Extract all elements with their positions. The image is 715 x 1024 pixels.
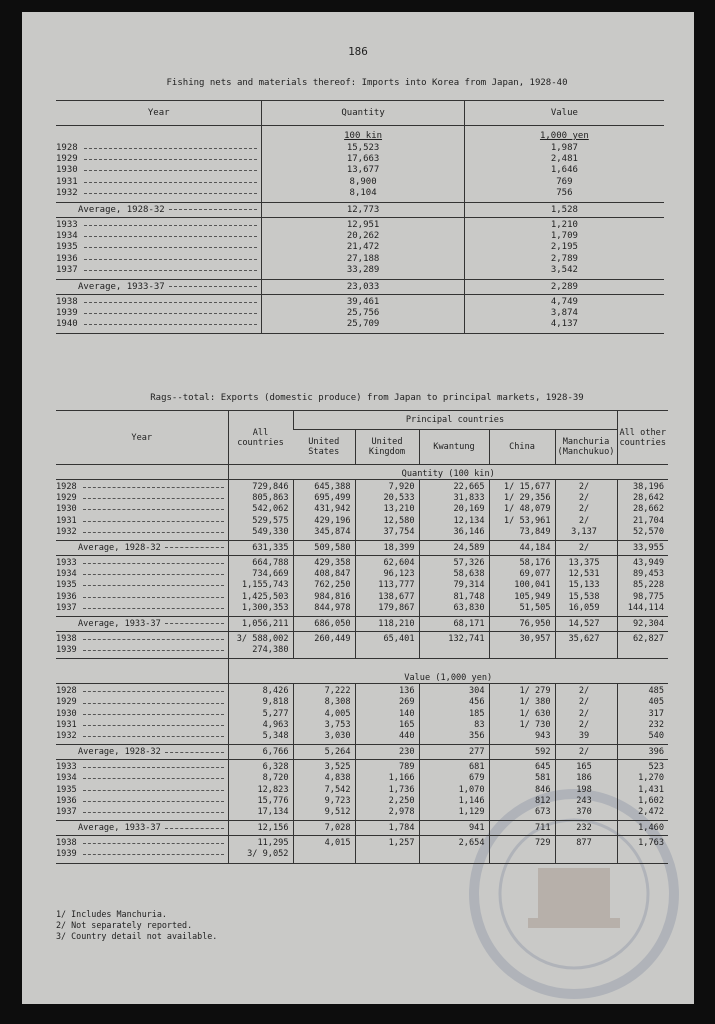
t1-value-cell: 1,646: [550, 165, 578, 176]
t2-cell-us: 645,388: [314, 482, 351, 492]
t2-average-china: 44,184: [489, 540, 555, 555]
t2-cell-kw: 63,830: [453, 602, 485, 613]
t2-cell-us: 3,030: [324, 731, 351, 741]
t2-year: 1932: [56, 731, 77, 741]
t2-cell-kw: 356: [468, 731, 485, 741]
t2-cell-us: 4,838: [324, 773, 351, 784]
t1-quantity-cell: 21,472: [346, 242, 380, 253]
t2-cell-us: 4,005: [324, 708, 351, 719]
t2-cell-kw: 57,326: [453, 557, 485, 568]
t2-cell-man: 2/: [578, 719, 590, 730]
t2-cell-us: 431,942: [314, 504, 351, 515]
t2-cell-us: 260,449: [314, 633, 351, 644]
t2-cell-all: 1,425,503: [241, 591, 289, 602]
t2-cell-uk: 12,580: [383, 515, 415, 526]
t2-cell-china: 581: [534, 773, 551, 784]
t2-cell-kw: 58,638: [453, 569, 485, 580]
t2-cell-china: 846: [534, 784, 551, 795]
t2-cell-man: 2/: [578, 686, 590, 697]
t2-cell-china: 1/ 730: [519, 719, 551, 730]
t2-cell-other: 43,949: [632, 557, 664, 568]
t2-cell-uk: 65,401: [383, 633, 415, 644]
t2-cell-all: 3/ 9,052: [247, 849, 289, 860]
t2-cell-china: 30,957: [519, 633, 551, 644]
t1-quantity-cell: 17,663: [346, 154, 380, 165]
t2-cell-kw: 79,314: [453, 580, 485, 591]
t2-cell-china: 812: [534, 795, 551, 806]
footnote: 1/ Includes Manchuria.: [56, 909, 167, 919]
t2-average-all: 12,156: [228, 821, 293, 836]
t2-cell-china: 1/ 29,356: [503, 493, 551, 504]
t2-cell-uk: 138,677: [378, 591, 415, 602]
t2-cell-china: 73,849: [519, 526, 551, 537]
t1-value-cell: 2,481: [550, 154, 578, 165]
t1-value-cell: 1,987: [550, 143, 578, 153]
t2-average-label: Average, 1933-37: [78, 618, 161, 629]
t2-cell-man: 243: [576, 795, 592, 806]
t1-quantity-cell: 25,756: [346, 308, 380, 319]
t2-cell-all: 12,823: [257, 784, 289, 795]
t2-average-us: 509,580: [293, 540, 355, 555]
t2-cell-man: 13,375: [568, 557, 600, 568]
page-number: 186: [348, 45, 368, 58]
t2-cell-uk: 96,123: [383, 569, 415, 580]
t2-cell-man: 2/: [578, 697, 590, 708]
t2-cell-man: 16,059: [568, 602, 600, 613]
t2-cell-uk: 440: [398, 731, 415, 741]
rags-exports-table: [56, 410, 668, 864]
t2-cell-all: 542,062: [252, 504, 289, 515]
t2-quantity-section: Quantity (100 kin): [228, 465, 668, 480]
t2-cell-other: 2,472: [638, 806, 664, 817]
t2-average-china: 592: [489, 745, 555, 760]
t2-cell-us: 844,978: [314, 602, 351, 613]
t2-year: 1928: [56, 482, 77, 492]
t1-year: 1939: [56, 308, 78, 319]
t2-cell-man: 370: [576, 806, 592, 817]
t2-cell-other: 85,228: [632, 580, 664, 591]
t1-quantity-cell: 39,461: [346, 296, 380, 307]
t2-cell-other: 1,602: [638, 795, 664, 806]
t2-year: 1930: [56, 504, 77, 515]
t2-cell-us: 984,816: [314, 591, 351, 602]
t1-value-cell: 756: [556, 187, 573, 198]
t2-cell-uk: 2,250: [388, 795, 415, 806]
t2-cell-kw: [420, 849, 485, 860]
t2-cell-all: 5,348: [262, 731, 289, 741]
t2-cell-china: 1/ 630: [519, 708, 551, 719]
t2-cell-kw: 185: [468, 708, 485, 719]
t2-cell-all: 664,788: [252, 557, 289, 568]
t2-cell-other: 1,763: [638, 838, 664, 849]
t2-cell-china: 100,041: [514, 580, 551, 591]
footnote: 2/ Not separately reported.: [56, 920, 193, 930]
t2-header-us: United States: [293, 430, 355, 465]
t2-cell-uk: [356, 645, 415, 656]
t1-average-label: Average, 1928-32: [78, 204, 165, 215]
t2-cell-uk: 2,978: [388, 806, 415, 817]
t2-cell-man: 2/: [578, 493, 590, 504]
t2-year: 1931: [56, 515, 77, 526]
t2-cell-uk: 1,736: [388, 784, 415, 795]
t2-cell-us: [294, 645, 351, 656]
t2-cell-other: 52,570: [632, 526, 664, 537]
t2-cell-us: 9,723: [324, 795, 351, 806]
t2-cell-all: 274,380: [252, 645, 289, 656]
t1-average-label: Average, 1933-37: [78, 281, 165, 292]
t2-cell-man: [556, 849, 613, 860]
t2-average-kw: 68,171: [419, 616, 489, 631]
t2-year: 1929: [56, 697, 77, 708]
t2-cell-kw: 20,169: [453, 504, 485, 515]
t2-cell-kw: [420, 645, 485, 656]
t2-average-man: 2/: [555, 745, 617, 760]
t2-cell-kw: 1,129: [458, 806, 485, 817]
t2-year: 1934: [56, 773, 77, 784]
t2-cell-uk: 13,210: [383, 504, 415, 515]
t2-cell-us: 695,499: [314, 493, 351, 504]
t1-average-quantity: 23,033: [262, 279, 464, 294]
t2-cell-other: 62,827: [632, 633, 664, 644]
t1-value-cell: 2,789: [550, 253, 578, 264]
t2-header-manchuria: Manchuria (Manchukuo): [555, 430, 617, 465]
t2-cell-man: 2/: [578, 708, 590, 719]
t2-average-all: 631,335: [228, 540, 293, 555]
t1-quantity-cell: 8,104: [349, 187, 377, 198]
fishing-nets-table: [56, 100, 664, 334]
t2-cell-china: 1/ 15,677: [503, 482, 551, 492]
t2-header-other: All other countries: [617, 411, 668, 465]
t1-year: 1930: [56, 165, 78, 176]
t2-average-kw: 941: [419, 821, 489, 836]
t2-cell-man: 198: [576, 784, 592, 795]
t2-cell-man: 186: [576, 773, 592, 784]
t2-cell-other: 523: [648, 762, 664, 773]
t2-cell-man: 2/: [578, 482, 590, 492]
t1-average-value: 1,528: [464, 202, 664, 217]
t2-cell-all: 8,720: [262, 773, 289, 784]
t1-year: 1937: [56, 264, 78, 275]
t2-cell-other: 38,196: [632, 482, 664, 492]
t1-year: 1938: [56, 296, 78, 307]
t2-cell-uk: 140: [398, 708, 415, 719]
t2-average-uk: 118,210: [355, 616, 419, 631]
t2-cell-uk: 789: [398, 762, 415, 773]
t2-average-us: 686,050: [293, 616, 355, 631]
t1-year: 1929: [56, 154, 78, 165]
t2-cell-china: 943: [534, 731, 551, 741]
t1-value-cell: 4,749: [550, 296, 578, 307]
t2-cell-man: [556, 645, 613, 656]
t1-value-cell: 4,137: [550, 319, 578, 330]
t2-cell-other: 28,642: [632, 493, 664, 504]
t2-year: 1939: [56, 645, 77, 656]
t2-cell-man: 12,531: [568, 569, 600, 580]
footnotes: [56, 909, 217, 942]
t2-cell-china: 51,505: [519, 602, 551, 613]
t2-cell-kw: 31,833: [453, 493, 485, 504]
t2-average-us: 5,264: [293, 745, 355, 760]
t1-quantity-cell: 12,951: [346, 219, 380, 230]
t2-cell-other: 28,662: [632, 504, 664, 515]
t2-average-man: 232: [555, 821, 617, 836]
table1-title: Fishing nets and materials thereof: Imports into Korea from Japan, 1928-40: [166, 78, 568, 88]
t2-cell-other: 89,453: [632, 569, 664, 580]
t1-average-quantity: 12,773: [262, 202, 464, 217]
t2-year: 1933: [56, 557, 77, 568]
t2-cell-uk: 179,867: [378, 602, 415, 613]
t2-cell-man: 165: [576, 762, 592, 773]
t2-average-other: 33,955: [617, 540, 668, 555]
t1-quantity-cell: 8,900: [349, 176, 377, 187]
t2-cell-all: 1,300,353: [241, 602, 289, 613]
t2-cell-uk: 269: [398, 697, 415, 708]
t1-quantity-cell: 25,709: [346, 319, 380, 330]
t2-average-uk: 230: [355, 745, 419, 760]
t2-year: 1937: [56, 602, 77, 613]
t2-cell-all: 6,328: [262, 762, 289, 773]
t2-cell-us: 762,250: [314, 580, 351, 591]
t2-year: 1928: [56, 686, 77, 697]
t2-cell-man: 15,538: [568, 591, 600, 602]
t2-year: 1935: [56, 580, 77, 591]
t2-year: 1939: [56, 849, 77, 860]
t2-cell-kw: 132,741: [448, 633, 485, 644]
t2-cell-other: 21,704: [632, 515, 664, 526]
t2-cell-kw: 1,070: [458, 784, 485, 795]
t2-header-china: China: [489, 430, 555, 465]
t2-cell-all: 15,776: [257, 795, 289, 806]
t1-year: 1934: [56, 231, 78, 242]
t2-cell-all: 5,277: [262, 708, 289, 719]
t2-average-all: 1,056,211: [228, 616, 293, 631]
t2-cell-china: 645: [534, 762, 551, 773]
t2-cell-china: 1/ 53,961: [503, 515, 551, 526]
t2-average-uk: 1,784: [355, 821, 419, 836]
t2-year: 1931: [56, 719, 77, 730]
t2-cell-kw: 456: [468, 697, 485, 708]
t2-cell-kw: 681: [468, 762, 485, 773]
t2-cell-man: 3,137: [571, 526, 597, 537]
t2-cell-us: 345,874: [314, 526, 351, 537]
t2-cell-all: 9,818: [262, 697, 289, 708]
t2-cell-all: 729,846: [252, 482, 289, 492]
t2-average-other: 1,460: [617, 821, 668, 836]
t1-value-cell: 3,542: [550, 264, 578, 275]
t1-quantity-cell: 15,523: [346, 143, 380, 153]
t2-cell-uk: 37,754: [383, 526, 415, 537]
t2-cell-all: 805,863: [252, 493, 289, 504]
t2-average-other: 92,304: [617, 616, 668, 631]
t2-cell-us: [294, 849, 351, 860]
t1-value-cell: 3,874: [550, 308, 578, 319]
t2-cell-all: 3/ 588,002: [236, 633, 289, 644]
t1-year: 1933: [56, 219, 78, 230]
t2-header-kwantung: Kwantung: [419, 430, 489, 465]
t2-cell-man: 39: [578, 731, 590, 741]
t2-cell-uk: 7,920: [388, 482, 415, 492]
t2-cell-us: 429,358: [314, 557, 351, 568]
t2-year: 1932: [56, 526, 77, 537]
footnote: 3/ Country detail not available.: [56, 931, 218, 941]
t2-cell-us: 3,525: [324, 762, 351, 773]
t2-cell-all: 529,575: [252, 515, 289, 526]
t2-year: 1935: [56, 784, 77, 795]
t2-cell-us: 4,015: [324, 838, 351, 849]
t2-cell-man: 2/: [578, 504, 590, 515]
t2-cell-other: 1,270: [638, 773, 664, 784]
table2-title: Rags--total: Exports (domestic produce) from Japan to principal markets, 1928-39: [150, 393, 584, 403]
t2-cell-china: 673: [534, 806, 551, 817]
t2-year: 1938: [56, 633, 77, 644]
t2-average-man: 14,527: [555, 616, 617, 631]
t2-year: 1937: [56, 806, 77, 817]
document-page: [22, 12, 694, 1004]
t2-cell-kw: 679: [468, 773, 485, 784]
t2-cell-us: 7,542: [324, 784, 351, 795]
t2-cell-all: 17,134: [257, 806, 289, 817]
t1-year: 1936: [56, 253, 78, 264]
t2-cell-other: 144,114: [627, 602, 664, 613]
t2-cell-other: 1,431: [638, 784, 664, 795]
t2-cell-other: 317: [648, 708, 664, 719]
t2-header-all-countries: All countries: [228, 411, 293, 465]
t2-cell-man: 877: [576, 838, 592, 849]
t1-quantity-cell: 27,188: [346, 253, 380, 264]
t2-cell-uk: 165: [398, 719, 415, 730]
t2-cell-other: [618, 645, 665, 656]
t2-cell-kw: 12,134: [453, 515, 485, 526]
t2-cell-china: 1/ 279: [519, 686, 551, 697]
t2-cell-other: 485: [648, 686, 664, 697]
t1-header-quantity: Quantity: [262, 101, 464, 126]
t2-year: 1933: [56, 762, 77, 773]
t2-cell-other: 405: [648, 697, 664, 708]
t2-cell-kw: 83: [474, 719, 485, 730]
t2-average-china: 76,950: [489, 616, 555, 631]
t2-header-year: Year: [56, 411, 228, 465]
t1-unit-quantity: 100 kin: [344, 131, 383, 141]
t1-header-year: Year: [56, 101, 262, 126]
t2-year: 1929: [56, 493, 77, 504]
t2-cell-us: 9,512: [324, 806, 351, 817]
t2-cell-kw: 36,146: [453, 526, 485, 537]
t1-year: 1935: [56, 242, 78, 253]
t2-cell-uk: 20,533: [383, 493, 415, 504]
t2-cell-other: 98,775: [632, 591, 664, 602]
t2-average-all: 6,766: [228, 745, 293, 760]
t2-cell-us: 8,308: [324, 697, 351, 708]
t1-year: 1928: [56, 143, 78, 153]
t2-average-kw: 277: [419, 745, 489, 760]
t2-average-china: 711: [489, 821, 555, 836]
t2-average-uk: 18,399: [355, 540, 419, 555]
t2-cell-kw: 22,665: [453, 482, 485, 492]
t1-year: 1932: [56, 187, 78, 198]
t1-quantity-cell: 20,262: [346, 231, 380, 242]
t1-year: 1931: [56, 176, 78, 187]
t1-unit-value: 1,000 yen: [539, 131, 589, 141]
t2-cell-us: 429,196: [314, 515, 351, 526]
t2-year: 1936: [56, 795, 77, 806]
t2-cell-uk: 62,604: [383, 557, 415, 568]
t2-cell-us: 408,847: [314, 569, 351, 580]
t1-value-cell: 1,709: [550, 231, 578, 242]
t2-cell-all: 1,155,743: [241, 580, 289, 591]
t2-cell-all: 4,963: [262, 719, 289, 730]
t2-average-label: Average, 1933-37: [78, 823, 161, 834]
t2-year: 1936: [56, 591, 77, 602]
t2-cell-other: [618, 849, 665, 860]
t2-average-label: Average, 1928-32: [78, 542, 161, 553]
t2-cell-all: 8,426: [262, 686, 289, 697]
t2-cell-china: [490, 645, 551, 656]
t1-average-value: 2,289: [464, 279, 664, 294]
t2-cell-uk: [356, 849, 415, 860]
t2-cell-uk: 1,166: [388, 773, 415, 784]
t2-year: 1938: [56, 838, 77, 849]
t1-value-cell: 769: [556, 176, 573, 187]
t2-cell-china: 58,176: [519, 557, 551, 568]
t1-quantity-cell: 33,289: [346, 264, 380, 275]
t2-average-man: 2/: [555, 540, 617, 555]
t1-value-cell: 1,210: [550, 219, 578, 230]
t2-cell-china: 69,077: [519, 569, 551, 580]
t2-cell-all: 549,330: [252, 526, 289, 537]
t2-cell-china: 105,949: [514, 591, 551, 602]
t2-cell-china: 729: [534, 838, 551, 849]
t2-cell-china: 1/ 380: [519, 697, 551, 708]
t2-cell-us: 7,222: [324, 686, 351, 697]
t2-cell-man: 2/: [578, 515, 590, 526]
t1-value-cell: 2,195: [550, 242, 578, 253]
t2-header-principal: Principal countries: [293, 411, 617, 430]
t2-cell-other: 232: [648, 719, 664, 730]
t2-average-us: 7,028: [293, 821, 355, 836]
t2-average-other: 396: [617, 745, 668, 760]
t2-year: 1930: [56, 708, 77, 719]
t1-header-value: Value: [464, 101, 664, 126]
t2-year: 1934: [56, 569, 77, 580]
t2-cell-man: 15,133: [568, 580, 600, 591]
t2-cell-kw: 1,146: [458, 795, 485, 806]
t2-cell-uk: 113,777: [378, 580, 415, 591]
t2-cell-kw: 81,748: [453, 591, 485, 602]
t2-average-kw: 24,589: [419, 540, 489, 555]
t2-cell-uk: 136: [398, 686, 415, 697]
t2-cell-kw: 304: [468, 686, 485, 697]
t1-quantity-cell: 13,677: [346, 165, 380, 176]
t2-value-section: Value (1,000 yen): [228, 659, 668, 684]
t2-average-label: Average, 1928-32: [78, 747, 161, 758]
t2-cell-all: 11,295: [257, 838, 289, 849]
t2-cell-all: 734,669: [252, 569, 289, 580]
t2-cell-china: 1/ 48,079: [503, 504, 551, 515]
t2-header-uk: United Kingdom: [355, 430, 419, 465]
t2-cell-us: 3,753: [324, 719, 351, 730]
t2-cell-kw: 2,654: [458, 838, 485, 849]
t2-cell-uk: 1,257: [388, 838, 415, 849]
t1-year: 1940: [56, 319, 78, 330]
t2-cell-man: 35,627: [568, 633, 600, 644]
t2-cell-china: [490, 849, 551, 860]
t2-cell-other: 540: [648, 731, 664, 741]
